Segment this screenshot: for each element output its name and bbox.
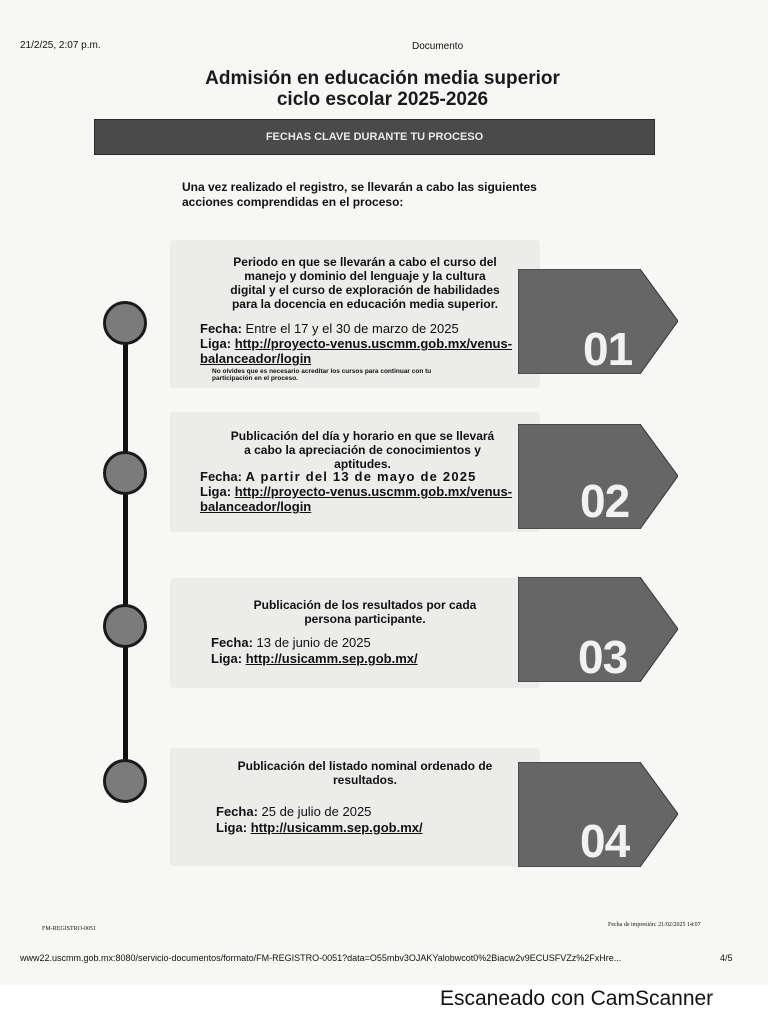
- title-line-2: ciclo escolar 2025-2026: [276, 89, 489, 110]
- print-date: Fecha de impresión: 21/02/2025 14:07: [608, 922, 701, 928]
- document-label: Documento: [412, 41, 464, 52]
- page-title: [150, 68, 615, 110]
- intro-text: [182, 180, 592, 210]
- section-banner: FECHAS CLAVE DURANTE TU PROCESO: [94, 119, 655, 155]
- step-title-4: Publicación del listado nominal ordenado de resultados.: [237, 759, 493, 787]
- step-title-3: Publicación de los resultados por cada persona participante.: [253, 598, 477, 626]
- step-liga-1: Liga: http://proyecto-venus.uscmm.gob.mx/venus- balanceador/login: [200, 336, 513, 366]
- timeline-dot-3: [103, 604, 147, 648]
- step-title-1: Periodo en que se llevarán a cabo el curso del manejo y dominio del lenguaje y la cultura digital y el curso de exploración de habilidades para la docencia en educación media superior.: [230, 255, 500, 311]
- step-link-1[interactable]: http://proyecto-venus.uscmm.gob.mx/venus-: [234, 336, 513, 351]
- step-link-3[interactable]: http://usicamm.sep.gob.mx/: [245, 651, 418, 666]
- timeline-dot-2: [103, 451, 147, 495]
- intro-line-2: acciones comprendidas en el proceso:: [182, 195, 404, 209]
- step-number-2: 02: [580, 475, 630, 527]
- title-line-1: Admisión en educación media superior: [205, 68, 560, 89]
- step-fecha-2: Fecha: A partir del 13 de mayo de 2025: [200, 469, 477, 484]
- timeline-line: [123, 318, 128, 788]
- step-liga-3: Liga: http://usicamm.sep.gob.mx/: [211, 651, 418, 666]
- camscanner-watermark: Escaneado con CamScanner: [440, 987, 714, 1010]
- step-number-1: 01: [583, 323, 633, 375]
- print-datetime: 21/2/25, 2:07 p.m.: [20, 40, 101, 51]
- source-url[interactable]: www22.uscmm.gob.mx:8080/servicio-documentos/formato/FM-REGISTRO-0051?data=O55mbv3OJAKYalobwcot0%2Biacw2v9ECUSFVZz%2FxHre...: [20, 953, 622, 963]
- step-liga-4: Liga: http://usicamm.sep.gob.mx/: [216, 820, 423, 835]
- step-link-2-cont[interactable]: balanceador/login: [200, 499, 312, 514]
- step-fecha-4: Fecha: 25 de julio de 2025: [216, 804, 372, 819]
- step-note-1: No olvides que es necesario acreditar los cursos para continuar con tu participación en el proceso.: [212, 368, 432, 382]
- step-link-2[interactable]: http://proyecto-venus.uscmm.gob.mx/venus-: [234, 484, 513, 499]
- intro-line-1: Una vez realizado el registro, se llevarán a cabo las siguientes: [182, 180, 537, 194]
- timeline-dot-1: [103, 301, 147, 345]
- step-panel-3: [170, 578, 540, 688]
- step-number-4: 04: [580, 815, 630, 867]
- step-fecha-3: Fecha: 13 de junio de 2025: [211, 635, 371, 650]
- step-liga-2: Liga: http://proyecto-venus.uscmm.gob.mx/venus- balanceador/login: [200, 484, 513, 514]
- timeline-dot-4: [103, 759, 147, 803]
- step-link-1-cont[interactable]: balanceador/login: [200, 351, 312, 366]
- step-title-2: Publicación del día y horario en que se llevará a cabo la apreciación de conocimientos y aptitudes.: [230, 429, 495, 471]
- page-number: 4/5: [720, 953, 733, 963]
- step-fecha-1: Fecha: Entre el 17 y el 30 de marzo de 2025: [200, 321, 459, 336]
- step-link-4[interactable]: http://usicamm.sep.gob.mx/: [250, 820, 423, 835]
- form-code: FM-REGISTRO-0051: [42, 926, 97, 932]
- step-number-3: 03: [578, 631, 628, 683]
